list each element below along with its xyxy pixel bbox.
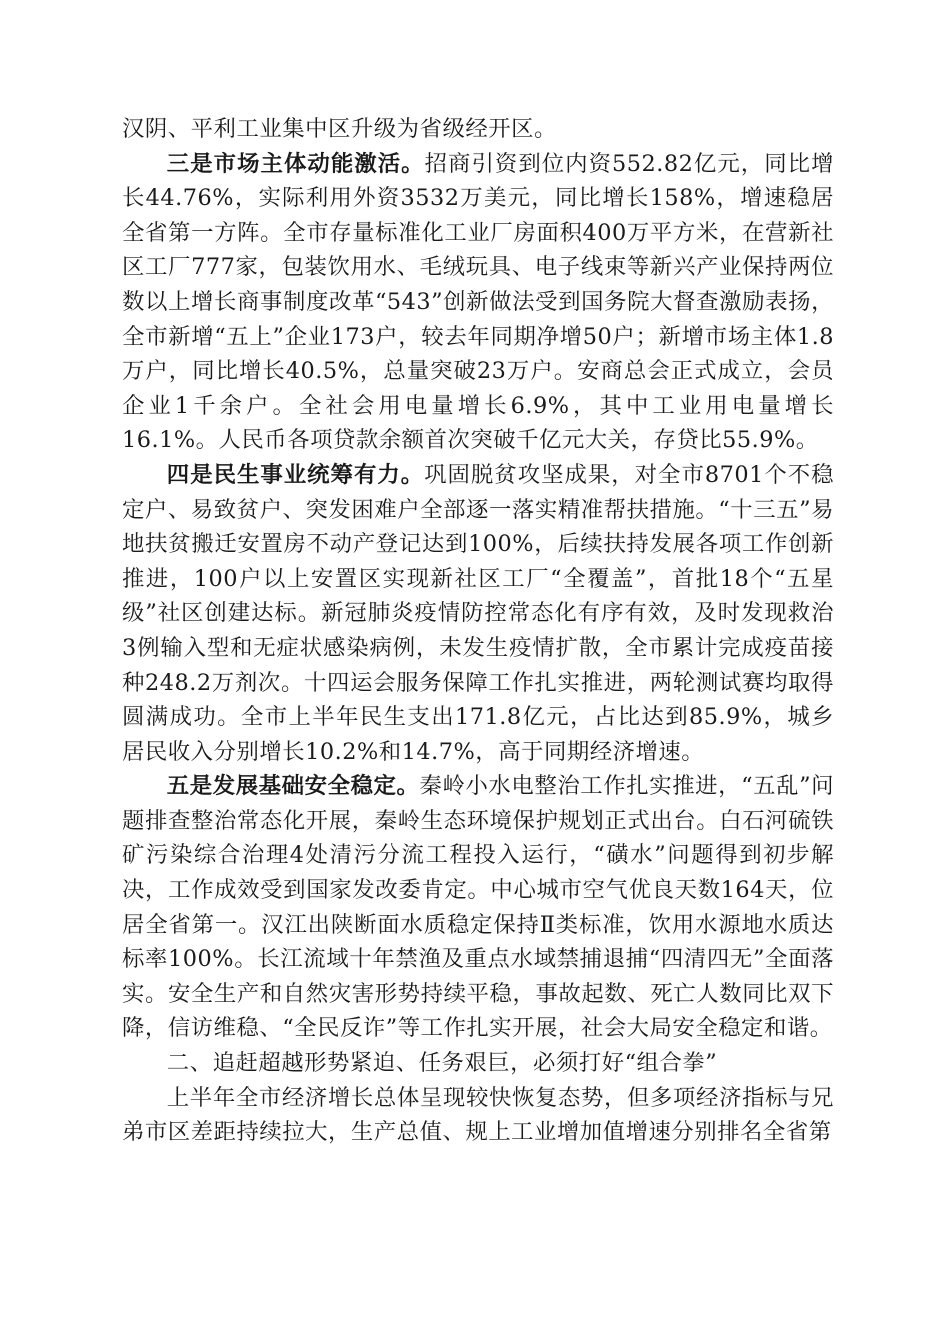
paragraph-market-entities [122, 147, 834, 458]
paragraph-text: 上半年全市经济增长总体呈现较快恢复态势，但多项经济指标与兄弟市区差距持续拉大，生产总值、规上工业增加值增速分别排名全省第 [122, 1084, 834, 1146]
section-heading-text: 二、追赶超越形势紧迫、任务艰巨，必须打好“组合拳” [166, 1050, 718, 1077]
paragraph-text: 招商引资到位内资552.82亿元，同比增长44.76%，实际利用外资3532万美元，同比增长158%，增速稳居全省第一方阵。全市存量标准化工业厂房面积400万平方米，在营新社区工厂777家，包装饮用水、毛绒玩具、电子线束等新兴产业保持两位数以上增长商事制度改革“543”创新做法受到国务院大督查激励表扬，全市新增“五上”企业173户，较去年同期净增50户；新增市场主体1.8万户，同比增长40.5%，总量突破23万户。安商总会正式成立，会员企业1千余户。全社会用电量增长6.9%，其中工业用电量增长16.1%。人民币各项贷款余额首次突破千亿元大关，存贷比55.9%。 [122, 150, 834, 454]
section-heading [122, 1046, 834, 1081]
paragraph-livelihood [122, 458, 834, 769]
paragraph-text: 汉阴、平利工业集中区升级为省级经开区。 [122, 116, 557, 142]
paragraph-lead-heading: 五是发展基础安全稳定。 [166, 773, 420, 800]
paragraph-continuation [122, 112, 834, 147]
paragraph-text: 巩固脱贫攻坚成果，对全市8701个不稳定户、易致贫户、突发困难户全部逐一落实精准帮扶措施。“十三五”易地扶贫搬迁安置房不动产登记达到100%，后续扶持发展各项工作创新推进，100户以上安置区实现新社区工厂“全覆盖”，首批18个“五星级”社区创建达标。新冠肺炎疫情防控常态化有序有效，及时发现救治3例输入型和无症状感染病例，未发生疫情扩散，全市累计完成疫苗接种248.2万剂次。十四运会服务保障工作扎实推进，两轮测试赛均取得圆满成功。全市上半年民生支出171.8亿元，占比达到85.9%，城乡居民收入分别增长10.2%和14.7%，高于同期经济增速。 [122, 461, 835, 765]
paragraph-lead-heading: 三是市场主体动能激活。 [166, 150, 425, 177]
paragraph-safety-stability [122, 769, 834, 1046]
document-body [122, 112, 834, 1150]
paragraph-text: 秦岭小水电整治工作扎实推进，“五乱”问题排查整治常态化开展，秦岭生态环境保护规划正式出台。白石河硫铁矿污染综合治理4处清污分流工程投入运行，“磺水”问题得到初步解决，工作成效受到国家发改委肯定。中心城市空气优良天数164天，位居全省第一。汉江出陕断面水质稳定保持Ⅱ类标准，饮用水源地水质达标率100%。长江流域十年禁渔及重点水域禁捕退捕“四清四无”全面落实。安全生产和自然灾害形势持续平稳，事故起数、死亡人数同比双下降，信访维稳、“全民反诈”等工作扎实开展，社会大局安全稳定和谐。 [122, 773, 834, 1042]
paragraph-economy-overview [122, 1081, 834, 1150]
paragraph-lead-heading: 四是民生事业统筹有力。 [166, 461, 425, 488]
